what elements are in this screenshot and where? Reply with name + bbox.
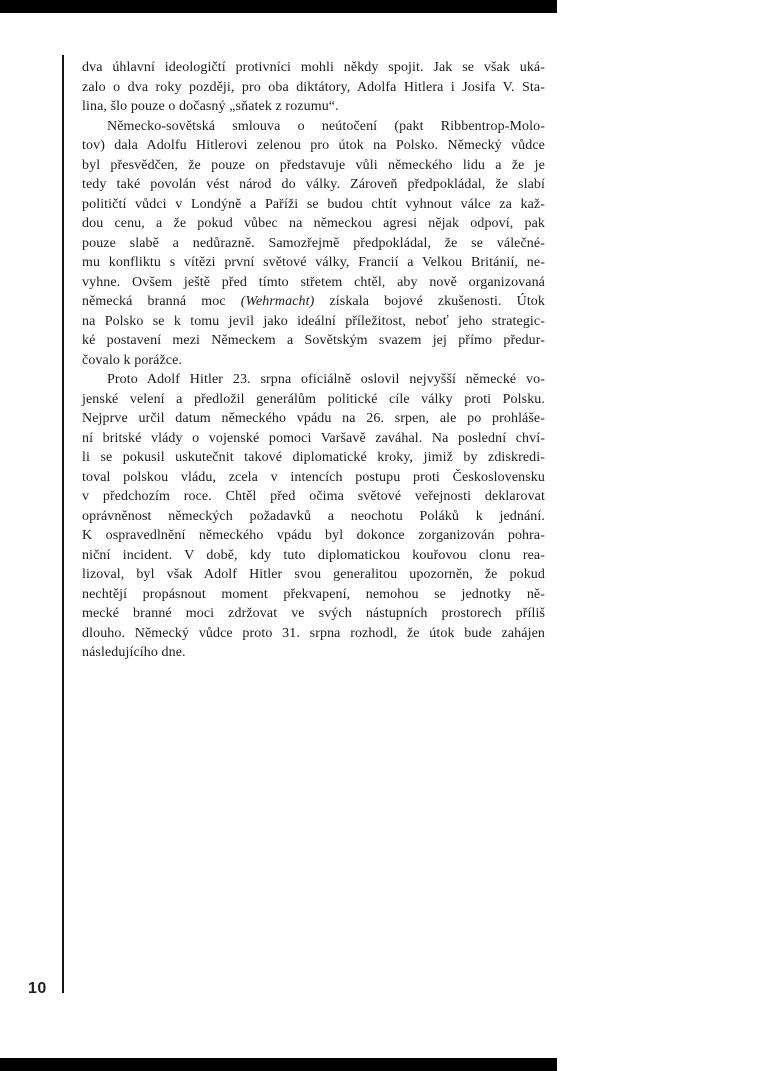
text-line: vyhne. Ovšem ještě před tímto střetem chtěl, aby nově organizovaná <box>82 274 545 290</box>
text-line: tov) dala Adolfu Hitlerovi zelenou pro útok na Polsko. Německý vůdce <box>82 138 545 153</box>
margin-rule <box>62 55 64 993</box>
text-line: dlouho. Německý vůdce proto 31. srpna rozhodl, že útok bude zahájen <box>82 625 545 641</box>
text-line: nechtějí propásnout moment překvapení, nemohou se jednotky ně- <box>82 586 545 602</box>
text-line: následujícího dne. <box>82 645 186 660</box>
text-line: K ospravedlnění německého vpádu byl dokonce zorganizován pohra- <box>82 528 545 543</box>
paragraph <box>82 58 545 117</box>
scan-edge-bottom <box>0 1058 557 1071</box>
text-line: toval polskou vládu, zcela v intencích postupu proti Československu <box>82 469 545 485</box>
text-line: ní britské vlády o vojenské pomoci Varšavě zaváhal. Na poslední chví- <box>82 430 545 446</box>
text-line: byl přesvědčen, že pouze on představuje vůli německého lidu a že je <box>82 157 545 173</box>
text-line: li se pokusil uskutečnit takové diplomatické kroky, jimiž by zdiskredi- <box>82 450 545 465</box>
text-line: političtí vůdci v Londýně a Paříži se budou chtít vyhnout válce za kaž- <box>82 196 545 212</box>
text-line: Německo-sovětská smlouva o neútočení (pakt Ribbentrop-Molo- <box>107 118 545 134</box>
text-line: oprávněnost německých požadavků a neochotu Poláků k jednání. <box>82 508 545 524</box>
scan-edge-top <box>0 0 557 13</box>
text-line: jenské velení a předložil generálům politické cíle války proti Polsku. <box>82 391 545 407</box>
text-line: lina, šlo pouze o dočasný „sňatek z rozumu“. <box>82 99 339 114</box>
text-line: tedy také povolán vést národ do války. Zároveň předpokládal, že slabí <box>82 177 545 192</box>
text-line: Nejprve určil datum německého vpádu na 26. srpen, ale po prohláše- <box>82 411 545 426</box>
body-text <box>82 58 545 663</box>
text-line: dva úhlavní ideologičtí protivníci mohli někdy spojit. Jak se však uká- <box>82 60 545 75</box>
text-line: zalo o dva roky později, pro oba diktátory, Adolfa Hitlera i Josifa V. Sta- <box>82 79 545 95</box>
paragraph <box>82 370 545 663</box>
text-line: pouze slabě a nedůrazně. Samozřejmě předpokládal, že se válečné- <box>82 235 545 251</box>
text-line: německá branná moc (Wehrmacht) získala bojové zkušenosti. Útok <box>82 294 546 309</box>
paragraph <box>82 117 545 371</box>
text-line: niční incident. V době, kdy tuto diplomatickou kouřovou clonu rea- <box>82 547 545 563</box>
text-line: dou cenu, a že pokud vůbec na německou agresi nějak odpoví, pak <box>82 216 545 231</box>
text-line: mecké branné moci zdržovat ve svých nástupních prostorech příliš <box>82 606 545 621</box>
text-line: v předchozím roce. Chtěl před očima světové veřejnosti deklarovat <box>82 489 545 504</box>
text-line: mu konfliktu s vítězi první světové války, Francií a Velkou Británií, ne- <box>82 255 545 270</box>
text-line: Proto Adolf Hitler 23. srpna oficiálně oslovil nejvyšší německé vo- <box>107 372 545 387</box>
text-line: lizoval, byl však Adolf Hitler svou generalitou upozorněn, že pokud <box>82 567 545 582</box>
text-line: na Polsko se k tomu jevil jako ideální příležitost, neboť jeho strategic- <box>82 313 545 329</box>
text-line: čovalo k porážce. <box>82 352 183 368</box>
text-line: ké postavení mezi Německem a Sovětským svazem jej přímo předur- <box>82 333 545 348</box>
page-number: 10 <box>28 980 47 997</box>
